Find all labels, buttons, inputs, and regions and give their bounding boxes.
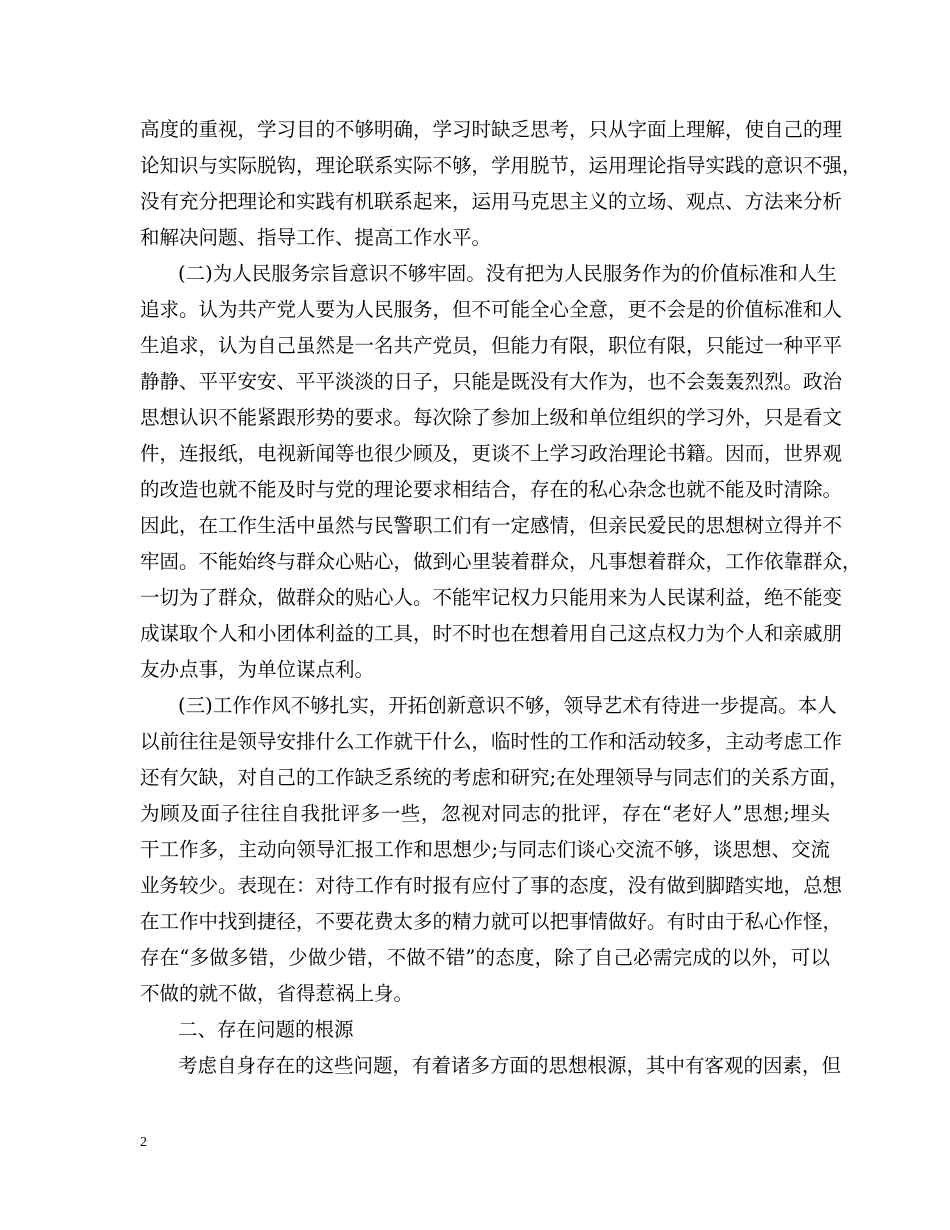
section-heading-line: (二)为人民服务宗旨意识不够牢固。没有把为人民服务作为的价值标准和人生 <box>178 262 837 285</box>
text-line: 的改造也就不能及时与党的理论要求相结合，存在的私心杂念也就不能及时清除。 <box>140 478 843 501</box>
text-line: 没有充分把理论和实践有机联系起来，运用马克思主义的立场、观点、方法来分析 <box>140 190 843 213</box>
text-line: 以前往往是领导安排什么工作就干什么，临时性的工作和活动较多，主动考虑工作 <box>140 730 843 753</box>
text-line: 件，连报纸，电视新闻等也很少顾及，更谈不上学习政治理论书籍。因而，世界观 <box>140 442 843 465</box>
text-line: 因此，在工作生活中虽然与民警职工们有一定感情，但亲民爱民的思想树立得并不 <box>140 514 843 537</box>
text-line: 生追求，认为自己虽然是一名共产党员，但能力有限，职位有限，只能过一种平平 <box>140 334 843 357</box>
page-number: 2 <box>140 1135 147 1150</box>
text-line: 为顾及面子往往自我批评多一些，忽视对同志的批评，存在“老好人”思想;埋头 <box>140 802 830 825</box>
text-line: 成谋取个人和小团体利益的工具，时不时也在想着用自己这点权力为个人和亲戚朋 <box>140 622 843 645</box>
text-line: 静静、平平安安、平平淡淡的日子，只能是既没有大作为，也不会轰轰烈烈。政治 <box>140 370 843 393</box>
text-line: 论知识与实际脱钩，理论联系实际不够，学用脱节，运用理论指导实践的意识不强， <box>140 154 862 177</box>
text-line: 牢固。不能始终与群众心贴心，做到心里装着群众，凡事想着群众，工作依靠群众， <box>140 550 862 573</box>
text-line: 和解决问题、指导工作、提高工作水平。 <box>140 226 492 249</box>
text-line: 存在“多做多错，少做少错，不做不错”的态度，除了自己必需完成的以外，可以 <box>140 946 830 969</box>
text-line: 在工作中找到捷径，不要花费太多的精力就可以把事情做好。有时由于私心作怪， <box>140 910 843 933</box>
text-line: 高度的重视，学习目的不够明确，学习时缺乏思考，只从字面上理解，使自己的理 <box>140 118 843 141</box>
text-line: 不做的就不做，省得惹祸上身。 <box>140 982 414 1005</box>
section-heading-line: (三)工作作风不够扎实，开拓创新意识不够，领导艺术有待进一步提高。本人 <box>178 694 837 717</box>
text-line: 还有欠缺，对自己的工作缺乏系统的考虑和研究;在处理领导与同志们的关系方面， <box>140 766 849 789</box>
text-line: 思想认识不能紧跟形势的要求。每次除了参加上级和单位组织的学习外，只是看文 <box>140 406 843 429</box>
text-line: 业务较少。表现在：对待工作有时报有应付了事的态度，没有做到脚踏实地，总想 <box>140 874 843 897</box>
text-line: 考虑自身存在的这些问题，有着诸多方面的思想根源，其中有客观的因素，但 <box>178 1054 842 1077</box>
section-title: 二、存在问题的根源 <box>178 1018 354 1041</box>
text-line: 一切为了群众，做群众的贴心人。不能牢记权力只能用来为人民谋利益，绝不能变 <box>140 586 843 609</box>
text-line: 友办点事，为单位谋点利。 <box>140 658 375 681</box>
text-line: 干工作多，主动向领导汇报工作和思想少;与同志们谈心交流不够，谈思想、交流 <box>140 838 830 861</box>
text-line: 追求。认为共产党人要为人民服务，但不可能全心全意，更不会是的价值标准和人 <box>140 298 843 321</box>
